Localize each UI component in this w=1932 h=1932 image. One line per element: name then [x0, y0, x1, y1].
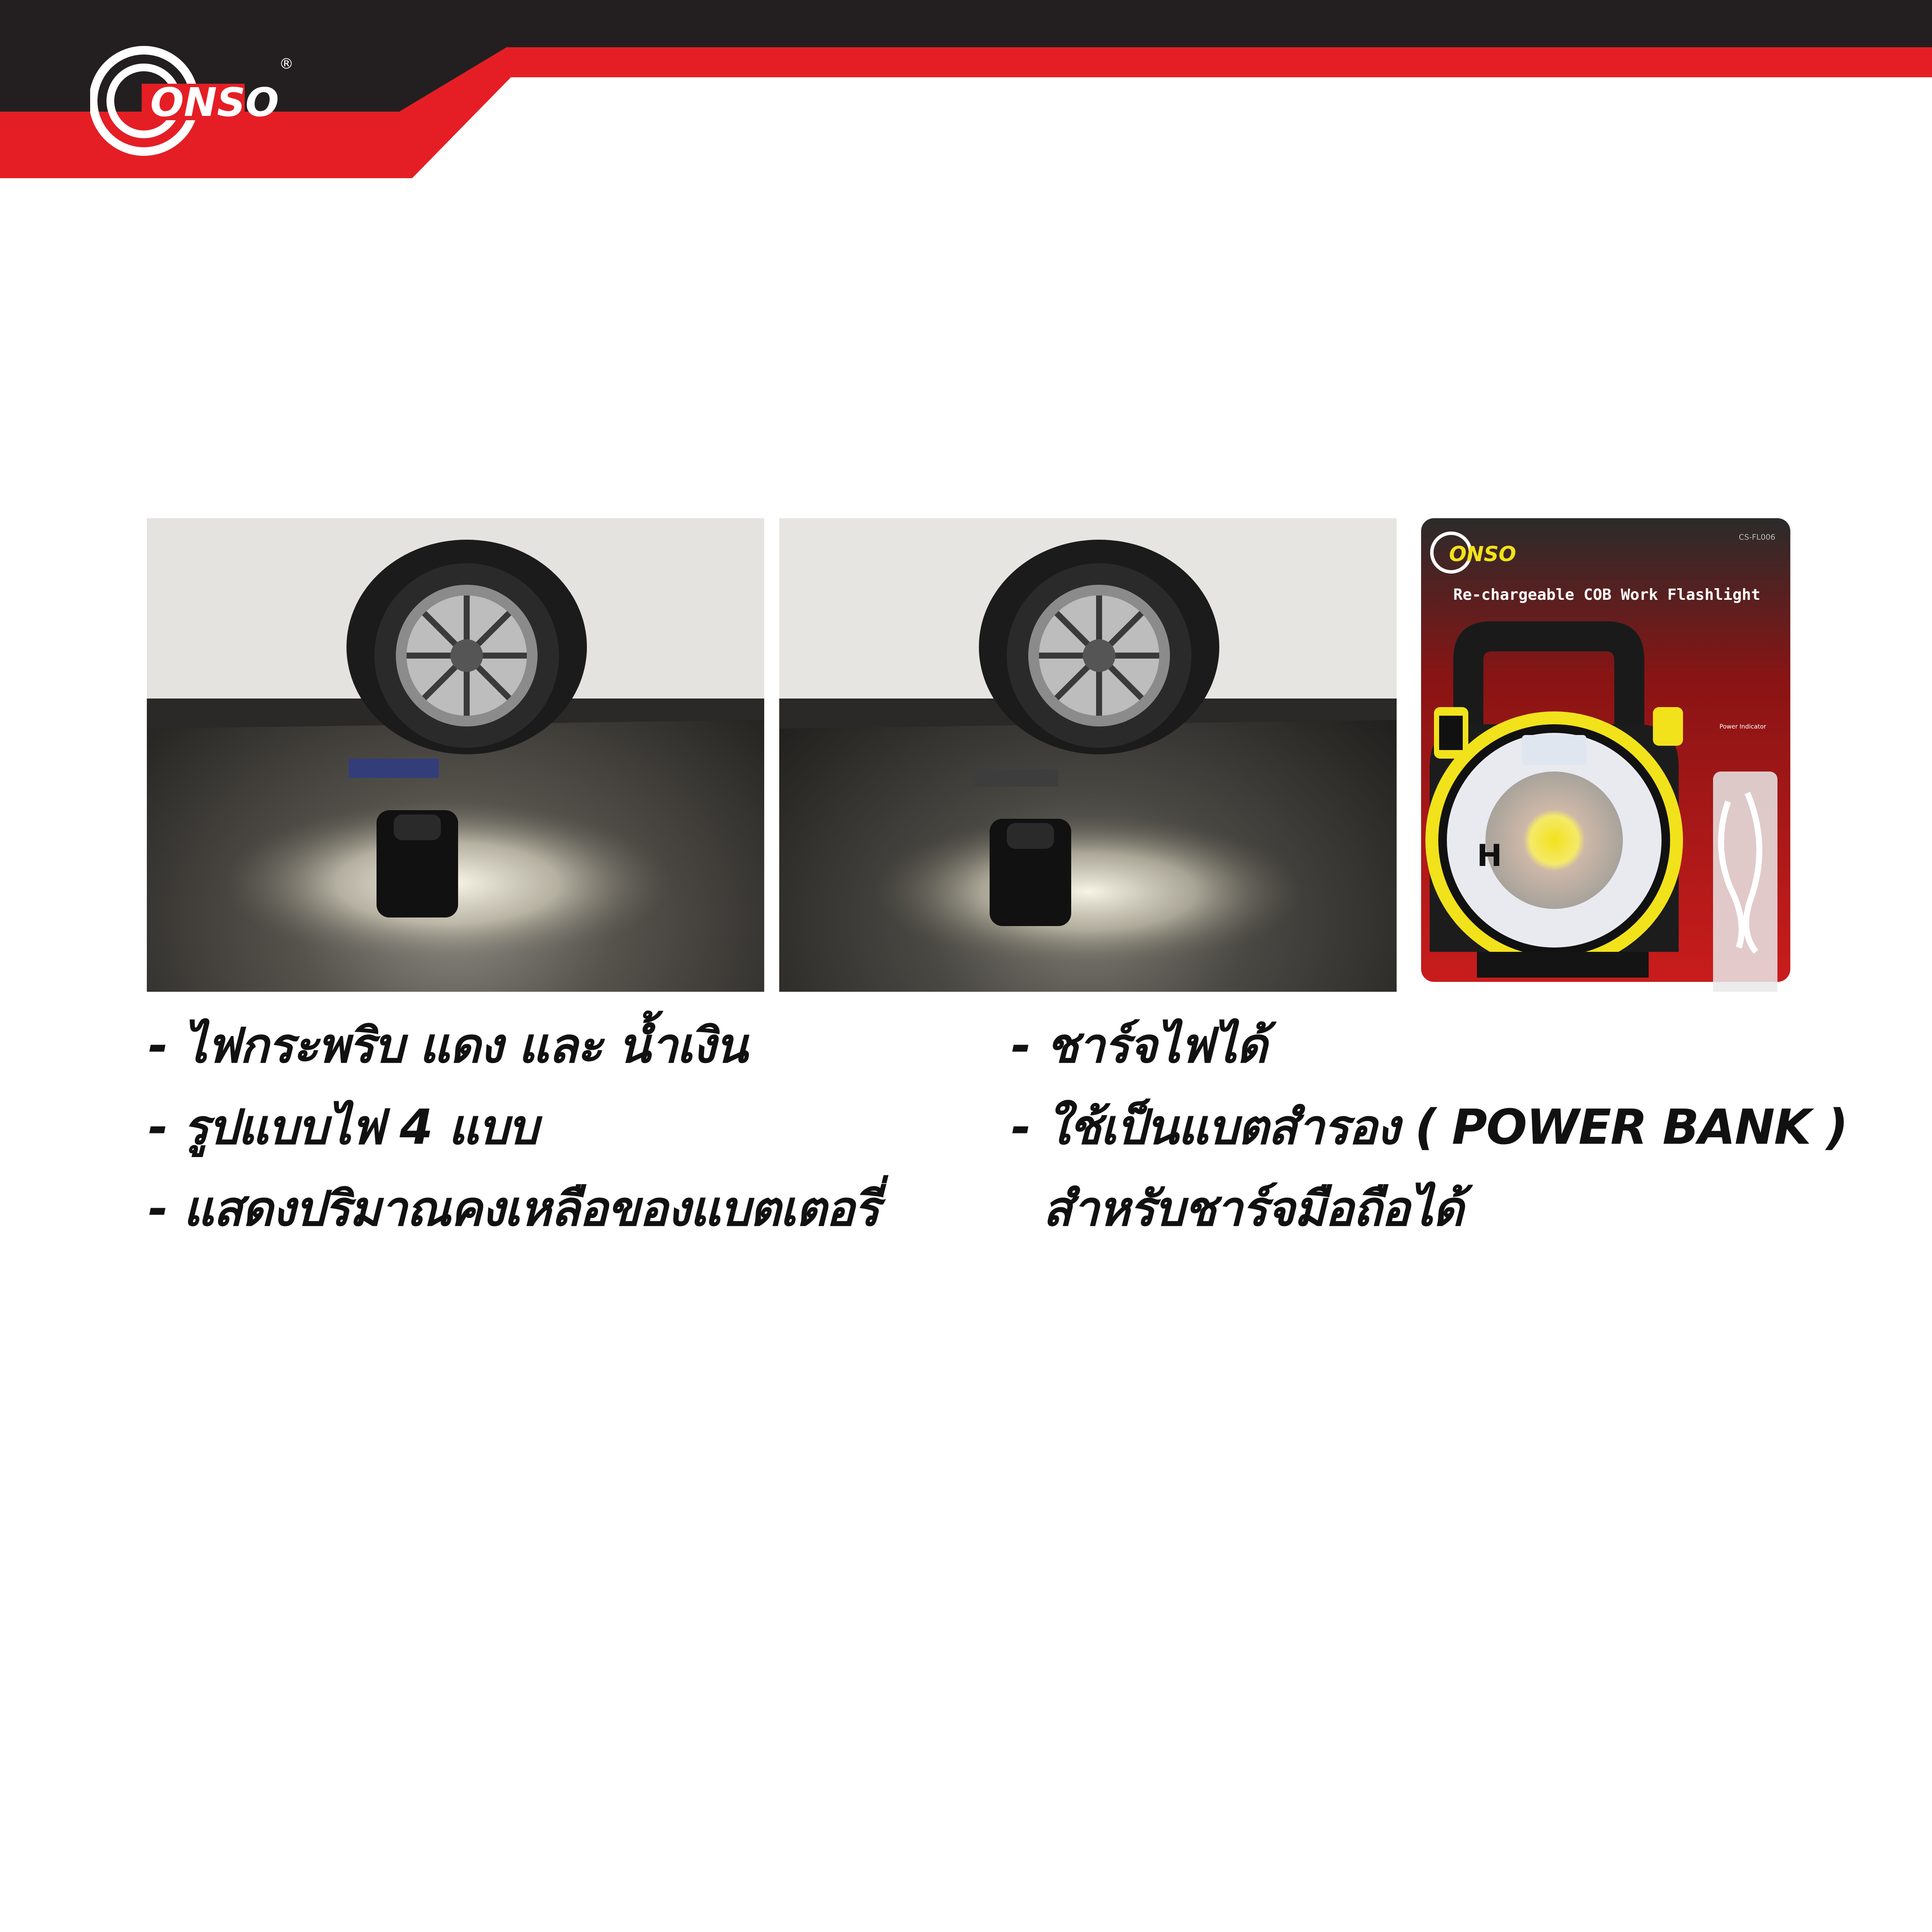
registered-icon: ®	[279, 55, 294, 73]
brand-logo	[90, 43, 305, 159]
feature-right-2: - ใช้เป็นแบตสำรอง ( POWER BANK )	[1011, 1100, 1847, 1155]
product-package-image	[1413, 518, 1795, 992]
photo-lamp-on-floor-2	[779, 518, 1397, 992]
feature-left-3: - แสดงปริมาณคงเหลือของแบตเตอรี่	[148, 1181, 879, 1237]
package-title: Re-chargeable COB Work Flashlight	[1453, 586, 1761, 604]
package-model: CS-FL006	[1739, 533, 1776, 542]
feature-right-1: - ชาร์จไฟได้	[1011, 1018, 1267, 1074]
header-dark-strip	[0, 0, 1932, 47]
package-brand-text: ONSO	[1449, 542, 1516, 566]
logo-text: ONSO	[150, 79, 279, 125]
mode-letter: H	[1477, 838, 1502, 873]
photo-lamp-on-floor-1	[147, 518, 764, 992]
feature-left-1: - ไฟกระพริบ แดง และ น้ำเงิน	[148, 1018, 747, 1074]
package-side-label-1: Power Indicator	[1719, 723, 1766, 730]
logo-icon	[90, 43, 305, 159]
feature-right-3: สำหรับชาร์จมือถือได้	[1011, 1181, 1463, 1237]
feature-left-2: - รูปแบบไฟ 4 แบบ	[148, 1100, 538, 1155]
header-red-line	[528, 47, 1932, 77]
